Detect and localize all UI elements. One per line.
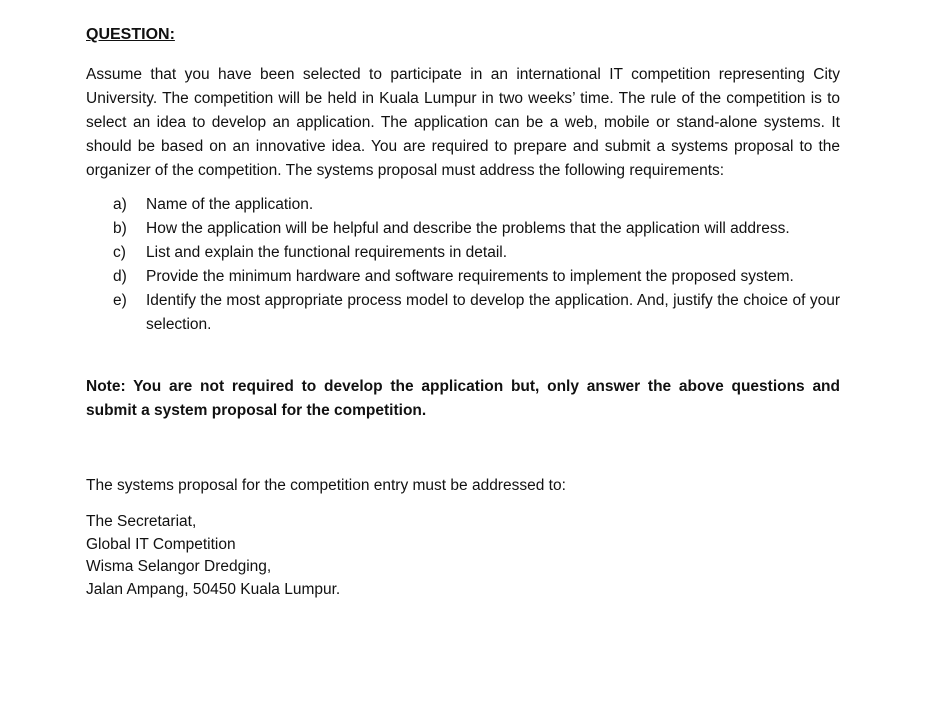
list-item-marker: c) [113, 244, 126, 261]
question-heading: QUESTION: [86, 26, 175, 43]
list-item [113, 217, 840, 241]
document-page [86, 24, 840, 601]
list-item [113, 265, 840, 289]
list-item-text: Identify the most appropriate process model to develop the application. And, justify the choice of your selection. [146, 292, 840, 333]
list-item-marker: d) [113, 268, 127, 285]
address-line: Jalan Ampang, 50450 Kuala Lumpur. [86, 580, 341, 598]
address-block [86, 511, 840, 601]
requirements-list [86, 193, 840, 337]
list-item [113, 193, 840, 217]
list-item-text: How the application will be helpful and describe the problems that the application will address. [146, 220, 790, 237]
list-item-text: Provide the minimum hardware and software requirements to implement the proposed system. [146, 268, 794, 285]
address-line: Wisma Selangor Dredging, [86, 558, 272, 575]
list-item-text: List and explain the functional requirements in detail. [146, 244, 508, 261]
list-item-marker: a) [113, 196, 127, 213]
list-item-marker: e) [113, 292, 127, 309]
note-paragraph: Note: You are not required to develop the application but, only answer the above questions and submit a system proposal for the competition. [86, 378, 840, 419]
address-line: Global IT Competition [86, 535, 236, 553]
address-intro: The systems proposal for the competition entry must be addressed to: [86, 477, 566, 494]
intro-paragraph: Assume that you have been selected to participate in an international IT competition representing City University. The competition will be held in Kuala Lumpur in two weeks’ time. The rule of the competition is to select an idea to develop an application. The application can be a web, mobile or stand-alone systems. It should be based on an innovative idea. You are required to prepare and submit a systems proposal to the organizer of the competition. The systems proposal must address the following requirements: [86, 66, 840, 179]
list-item-text: Name of the application. [146, 196, 314, 213]
list-item-marker: b) [113, 220, 127, 237]
address-line: The Secretariat, [86, 513, 197, 530]
list-item [113, 289, 840, 337]
list-item [113, 241, 840, 265]
